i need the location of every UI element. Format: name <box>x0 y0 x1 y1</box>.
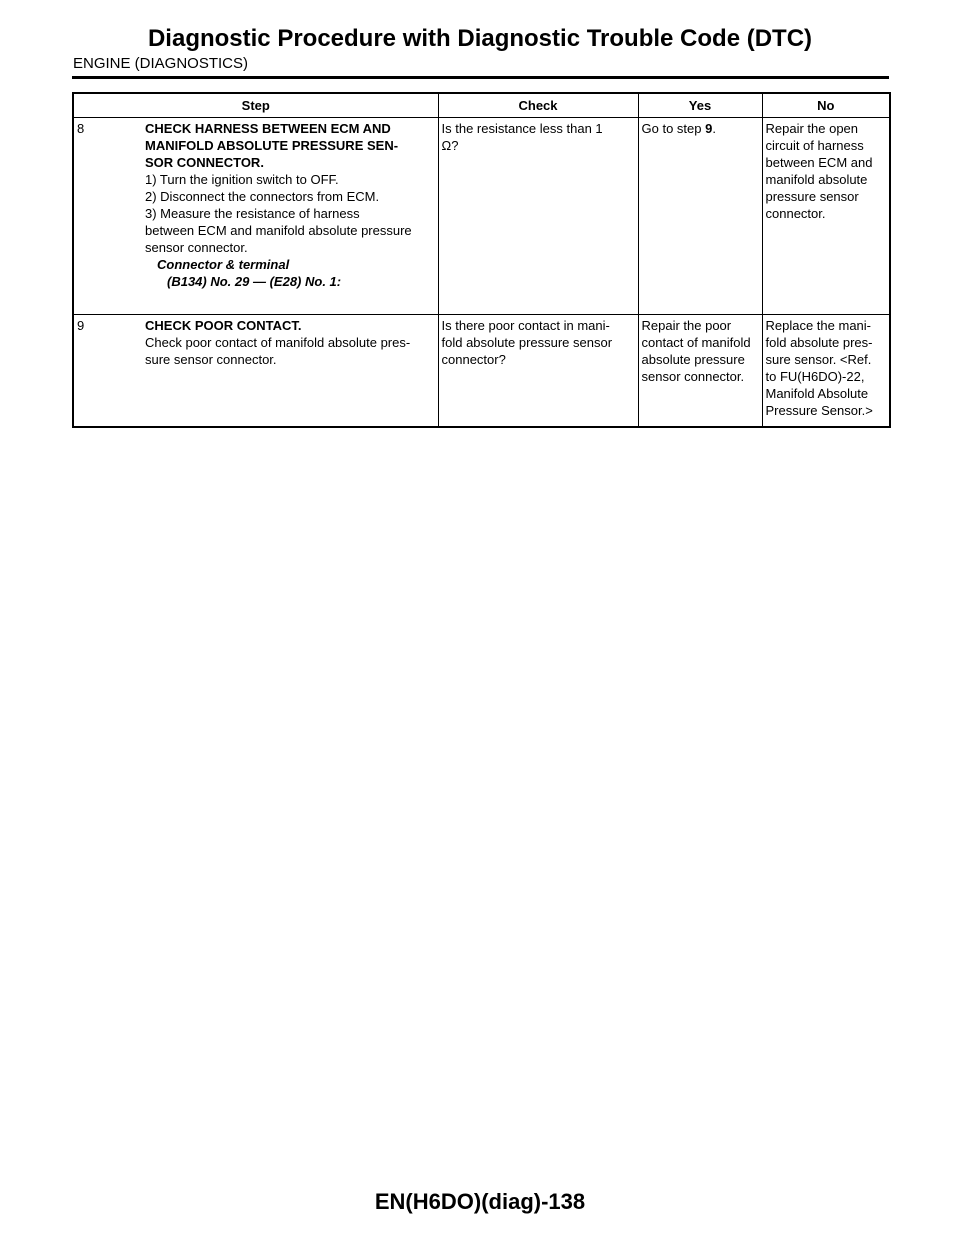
step-number: 9 <box>77 318 85 333</box>
table-row <box>73 315 890 427</box>
step-title-line: CHECK HARNESS BETWEEN ECM AND <box>145 121 391 136</box>
check-line: Ω? <box>441 138 459 153</box>
connector-value: (B134) No. 29 — (E28) No. 1: <box>167 274 342 289</box>
yes-line: sensor connector. <box>641 369 745 384</box>
step-number: 8 <box>77 121 85 136</box>
no-line: Replace the mani- <box>765 318 871 333</box>
step-cell <box>73 118 438 315</box>
table-header-row <box>73 93 890 118</box>
yes-cell <box>638 315 762 427</box>
column-header-yes: Yes <box>638 93 762 118</box>
column-header-no: No <box>762 93 890 118</box>
no-line: connector. <box>765 206 826 221</box>
table-row <box>73 118 890 315</box>
connector-label: Connector & terminal <box>157 257 290 272</box>
yes-line: absolute pressure <box>641 352 745 367</box>
check-line: Is there poor contact in mani- <box>441 318 610 333</box>
yes-step-ref: 9 <box>705 121 713 136</box>
column-header-step: Step <box>73 93 438 118</box>
no-line: between ECM and <box>765 155 873 170</box>
check-cell <box>438 315 638 427</box>
column-header-check: Check <box>438 93 638 118</box>
no-line: pressure sensor <box>765 189 859 204</box>
no-line: sure sensor. <Ref. <box>765 352 872 367</box>
section-label: ENGINE (DIAGNOSTICS) <box>73 55 249 72</box>
step-title-line: SOR CONNECTOR. <box>145 155 264 170</box>
step-title-line: CHECK POOR CONTACT. <box>145 318 302 333</box>
no-cell <box>762 118 890 315</box>
no-line: circuit of harness <box>765 138 864 153</box>
step-cell <box>73 315 438 427</box>
page-title: Diagnostic Procedure with Diagnostic Trouble Code (DTC) <box>147 25 813 52</box>
instruction-line: Check poor contact of manifold absolute pres- <box>145 335 411 350</box>
instruction-line: 1) Turn the ignition switch to OFF. <box>145 172 339 187</box>
check-cell <box>438 118 638 315</box>
yes-line: Repair the poor <box>641 318 732 333</box>
page-number: EN(H6DO)(diag)-138 <box>374 1189 586 1214</box>
yes-prefix: Go to step <box>641 121 706 136</box>
no-line: manifold absolute <box>765 172 868 187</box>
no-line: Pressure Sensor.> <box>765 403 873 418</box>
check-line: connector? <box>441 352 506 367</box>
yes-cell <box>638 118 762 315</box>
instruction-line: sensor connector. <box>145 240 248 255</box>
check-line: fold absolute pressure sensor <box>441 335 613 350</box>
instruction-line: 3) Measure the resistance of harness <box>145 206 360 221</box>
instruction-line: between ECM and manifold absolute pressure <box>145 223 412 238</box>
instruction-line: sure sensor connector. <box>145 352 277 367</box>
step-title-line: MANIFOLD ABSOLUTE PRESSURE SEN- <box>145 138 399 153</box>
no-line: Repair the open <box>765 121 859 136</box>
yes-line: contact of manifold <box>641 335 751 350</box>
yes-suffix: . <box>712 121 716 136</box>
instruction-line: 2) Disconnect the connectors from ECM. <box>145 189 380 204</box>
no-cell <box>762 315 890 427</box>
check-line: Is the resistance less than 1 <box>441 121 603 136</box>
diagnostic-table <box>72 92 891 428</box>
no-line: to FU(H6DO)-22, <box>765 369 865 384</box>
header-rule <box>72 76 889 79</box>
no-line: Manifold Absolute <box>765 386 869 401</box>
no-line: fold absolute pres- <box>765 335 873 350</box>
